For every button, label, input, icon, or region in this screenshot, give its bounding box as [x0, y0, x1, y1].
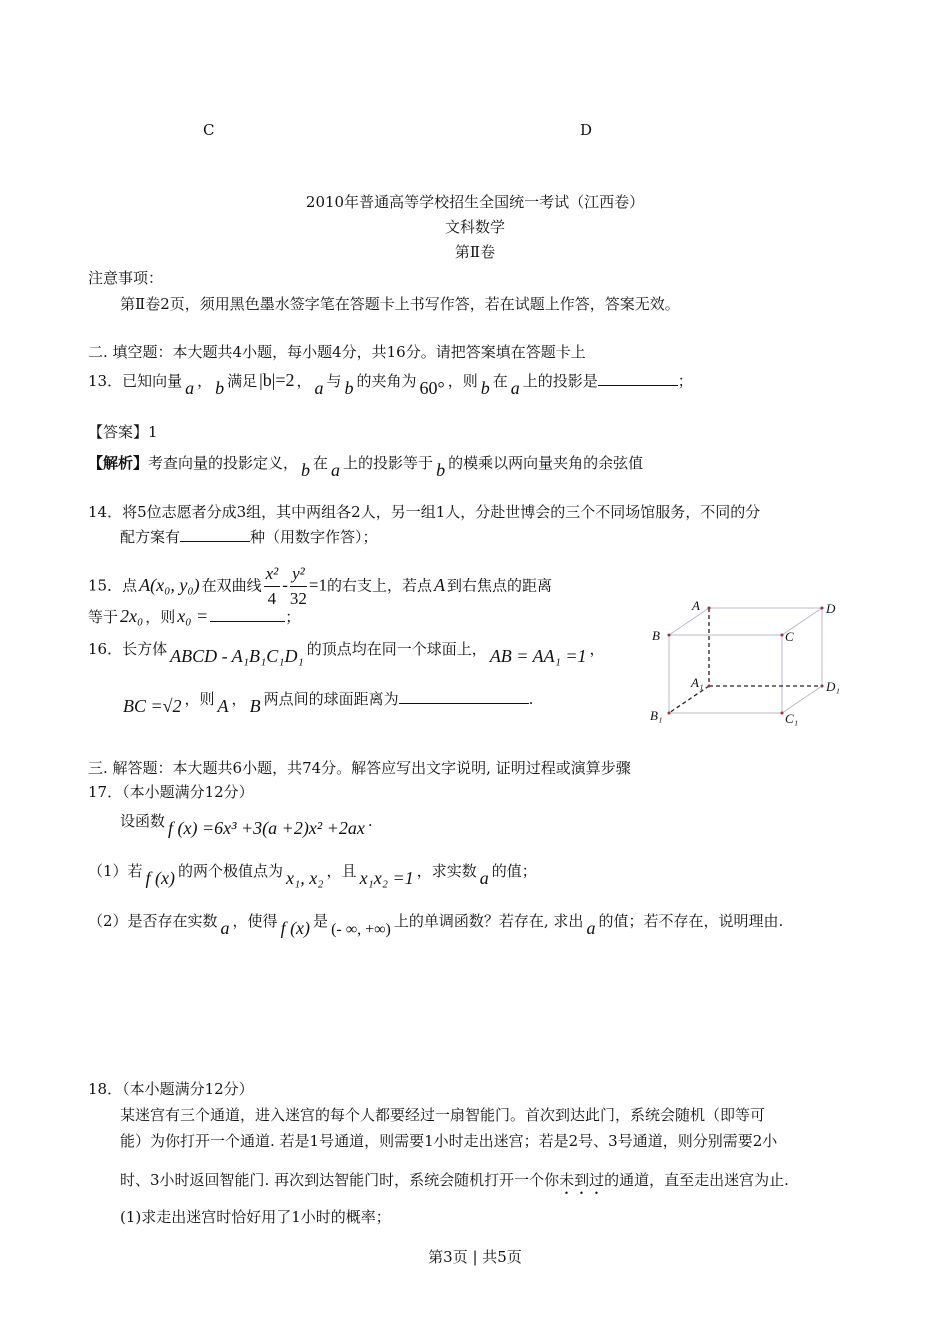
minus: -	[282, 575, 288, 595]
math-a: a	[586, 918, 596, 938]
question-16-line2	[120, 688, 534, 716]
q13-text: ，则	[447, 372, 478, 390]
math-a: a	[220, 918, 230, 938]
q17-text: .	[367, 812, 373, 830]
q13-text: 在	[492, 372, 508, 390]
q17-text: ，且	[326, 862, 357, 880]
section3-heading: 三. 解答题：本大题共6小题，共74分。解答应写出文字说明, 证明过程或演算步骤	[88, 759, 631, 777]
question-14-line2	[120, 527, 378, 547]
q13-text: ，	[296, 372, 312, 390]
cuboid-figure	[640, 590, 860, 730]
analysis-text: 的模乘以两向量夹角的余弦值	[448, 454, 644, 472]
vertex-label: D	[826, 601, 836, 616]
vertex-label: A	[692, 598, 700, 613]
q13-text: ；	[677, 372, 693, 390]
math-norm-b: |b|=2	[259, 370, 295, 390]
math-angle: 60°	[419, 378, 445, 398]
q13-text: ，	[197, 372, 213, 390]
denominator: 32	[289, 589, 307, 608]
q13-text: 满足	[227, 372, 258, 390]
math-x0: x₀ =	[177, 606, 209, 626]
math-product: x₁x₂ =1	[359, 868, 414, 888]
answer-blank	[210, 607, 285, 622]
math-a: a	[479, 868, 489, 888]
notice-text: 第Ⅱ卷2页，须用黑色墨水签字笔在答题卡上书写作答，若在试题上作答，答案无效。	[120, 295, 680, 313]
vertex-label: A₁	[691, 675, 704, 690]
answer-13	[88, 422, 158, 442]
question-17-title: 17．（本小题满分12分）	[88, 783, 254, 801]
math-ab-aa1: AB = AA₁ =1	[489, 646, 587, 666]
fraction-x2-4	[264, 562, 281, 611]
math-a: a	[185, 378, 195, 398]
q18-text: 时、3小时返回智能门. 再次到达智能门时，系统会随机打开一个你	[120, 1171, 560, 1189]
question-17-function	[120, 810, 373, 838]
equals-one: =1	[308, 575, 328, 595]
edge	[782, 686, 822, 713]
math-x1-x2: x₁, x₂	[286, 868, 324, 888]
q15-text: ；	[285, 608, 301, 626]
q15-text: 在双曲线	[201, 576, 262, 595]
vertex-label: C	[785, 629, 794, 644]
q17-text: （2）是否存在实数	[88, 912, 218, 930]
vertex-label: B₁	[650, 708, 663, 723]
option-c-label: C	[203, 121, 215, 139]
analysis-text: 在	[313, 454, 329, 472]
q16-text: ，	[589, 640, 605, 658]
fraction-y2-32	[290, 562, 307, 611]
q16-text: 的顶点均在同一个球面上，	[306, 640, 487, 658]
math-point-a: A(x₀, y₀)	[139, 574, 200, 595]
q17-text: （1）若	[88, 862, 143, 880]
q16-text: ，则	[184, 690, 215, 708]
q17-text: 是	[313, 912, 329, 930]
math-a: a	[314, 378, 324, 398]
denominator: 4	[267, 589, 277, 608]
exam-subtitle: 文科数学	[444, 218, 505, 236]
q17-text: ，求实数	[416, 862, 477, 880]
q15-text: ，则	[145, 608, 176, 626]
volume-label: 第Ⅱ卷	[454, 243, 496, 261]
q17-text: 的值；	[491, 862, 537, 880]
question-13	[88, 370, 693, 398]
math-bc: BC =√2	[123, 696, 182, 716]
math-cuboid: ABCD - A₁B₁C₁D₁	[170, 646, 304, 666]
vertex-label: D₁	[826, 679, 840, 694]
question-18-line2: 能）为你打开一个通道. 若是1号通道，则需要1小时走出迷宫；若是2号、3号通道，则分别需要2小	[120, 1132, 778, 1150]
vertex-label: C₁	[785, 711, 799, 726]
option-d-label: D	[580, 121, 593, 139]
q15-text: 等于	[88, 608, 119, 626]
numerator: y²	[290, 562, 307, 587]
page-footer: 第3页 | 共5页	[428, 1248, 522, 1266]
vertex-label: B	[652, 628, 660, 643]
q13-text: 13．已知向量	[88, 372, 183, 390]
notice-label: 注意事项：	[88, 269, 164, 287]
q16-text: ，	[231, 690, 247, 708]
question-15-line2	[88, 606, 300, 627]
q17-text: 的两个极值点为	[178, 862, 284, 880]
analysis-13	[88, 452, 644, 480]
q14-text: 种（用数字作答）；	[250, 528, 378, 546]
question-14-line1: 14．将5位志愿者分成3组，其中两组各2人，另一组1人，分赴世博会的三个不同场馆服务，不同的分	[88, 503, 761, 521]
edge	[669, 608, 709, 635]
hidden-edge	[669, 686, 709, 713]
question-15	[88, 562, 552, 611]
q16-text: .	[528, 690, 534, 708]
math-b: b	[215, 378, 225, 398]
math-b: b	[436, 460, 446, 480]
answer-blank	[598, 371, 678, 386]
math-B: B	[249, 696, 261, 716]
q15-text: 15．点	[88, 576, 138, 595]
q13-text: 的夹角为	[356, 372, 417, 390]
q15-text: 的右支上，若点	[327, 576, 433, 595]
q18-text: 的通道，直至走出迷宫为止.	[604, 1171, 789, 1189]
question-16	[88, 638, 605, 666]
q17-text: 的值；若不存在，说明理由.	[598, 912, 784, 930]
answer-blank	[399, 689, 529, 704]
answer-blank	[180, 527, 250, 542]
math-a: a	[331, 460, 341, 480]
numerator: x²	[264, 562, 281, 587]
math-formula: f (x) =6x³ +3(a +2)x² +2ax	[168, 818, 365, 838]
math-b: b	[344, 378, 354, 398]
q14-text: 配方案有	[120, 528, 181, 546]
question-18-line1: 某迷宫有三个通道，进入迷宫的每个人都要经过一扇智能门。首次到达此门，系统会随机（即等可	[120, 1106, 766, 1124]
question-17-part1	[88, 860, 537, 888]
math-2x0: 2x₀	[120, 606, 144, 626]
math-interval: (- ∞, +∞)	[331, 921, 391, 938]
answer-label: 【答案】	[88, 423, 149, 441]
q16-text: 两点间的球面距离为	[263, 690, 399, 708]
math-A: A	[217, 696, 229, 716]
math-b: b	[301, 460, 311, 480]
exam-title: 2010年普通高等学校招生全国统一考试（江西卷）	[305, 193, 645, 211]
question-18-part1: (1)求走出迷宫时恰好用了1小时的概率；	[120, 1208, 391, 1226]
q13-text: 与	[326, 372, 342, 390]
math-A: A	[434, 574, 446, 595]
question-18-title: 18．（本小题满分12分）	[88, 1080, 254, 1098]
answer-value: 1	[148, 423, 158, 441]
analysis-label: 【解析】	[88, 454, 149, 472]
q15-text: 到右焦点的距离	[447, 576, 553, 595]
math-a: a	[510, 378, 520, 398]
math-fx: f (x)	[280, 918, 311, 938]
q13-text: 上的投影是	[522, 372, 598, 390]
q17-text: 设函数	[120, 812, 166, 830]
q16-text: 16．长方体	[88, 640, 168, 658]
analysis-text: 考查向量的投影定义，	[148, 454, 299, 472]
question-18-line3	[120, 1170, 789, 1198]
section2-heading: 二. 填空题：本大题共4小题，每小题4分，共16分。请把答案填在答题卡上	[88, 343, 586, 361]
analysis-text: 上的投影等于	[343, 454, 434, 472]
q17-text: ，使得	[232, 912, 278, 930]
math-b: b	[480, 378, 490, 398]
q17-text: 上的单调函数？若存在, 求出	[393, 912, 584, 930]
math-fx: f (x)	[145, 868, 176, 888]
emphasized-text: 未到过	[559, 1171, 605, 1189]
question-17-part2	[88, 910, 784, 938]
